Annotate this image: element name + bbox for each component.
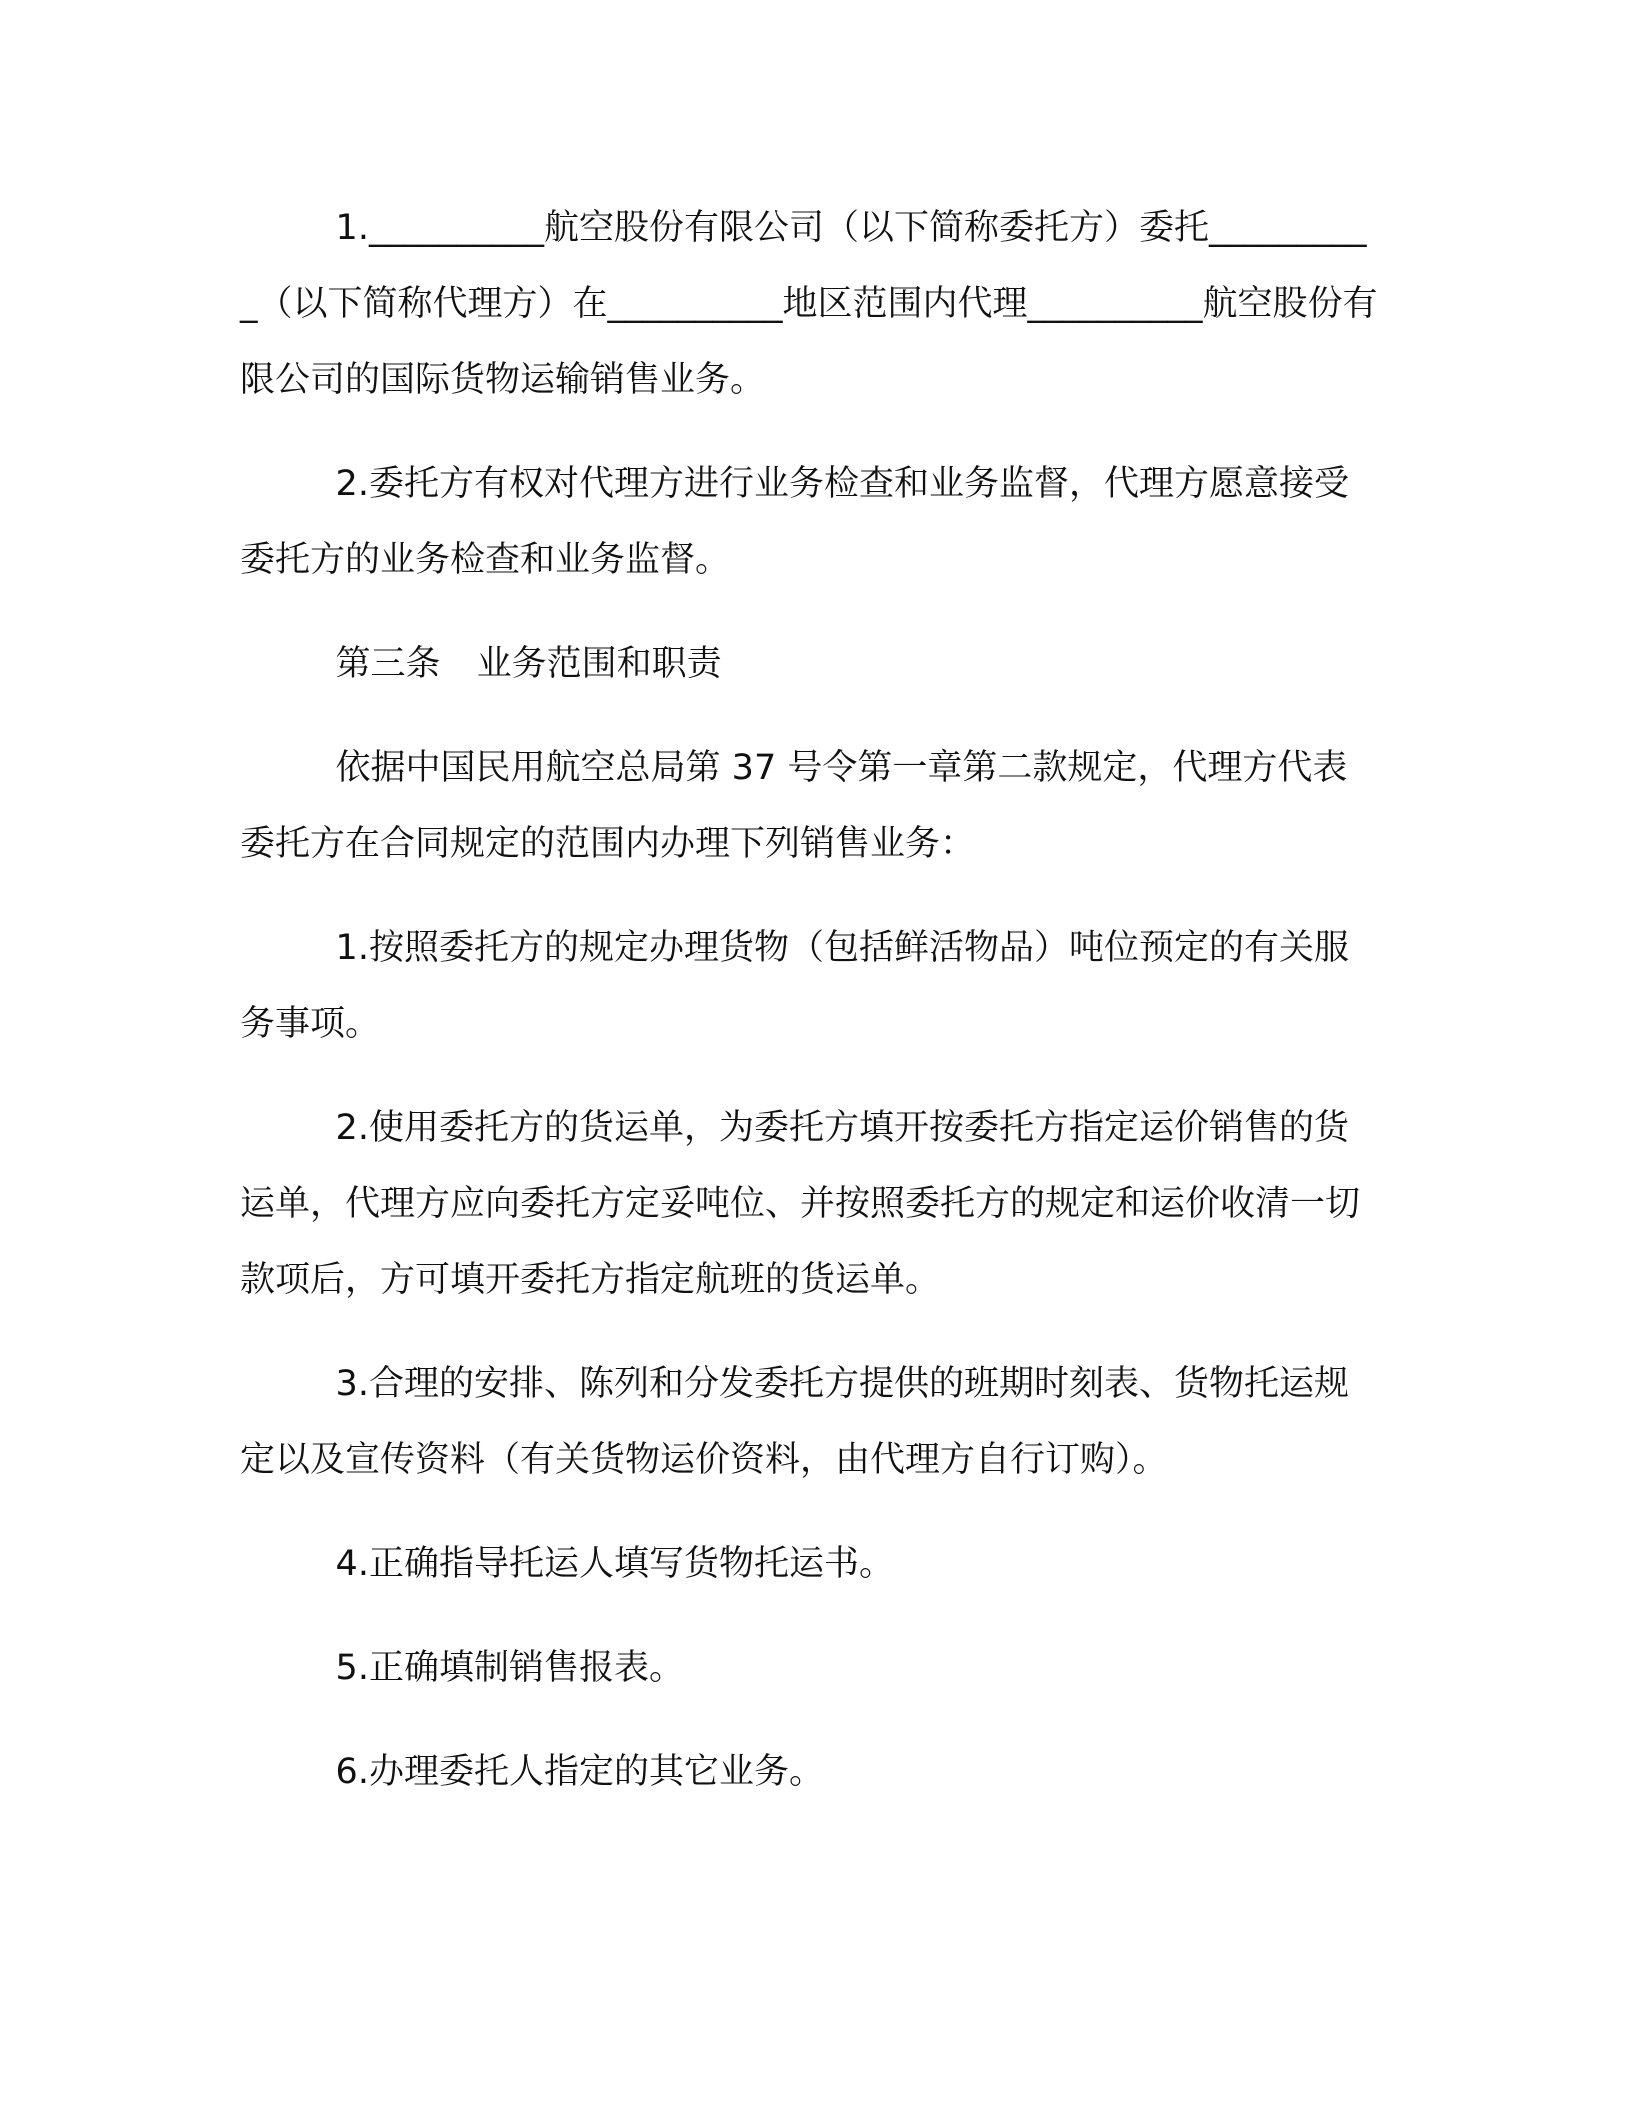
list-item: 5.正确填制销售报表。 [335, 1648, 684, 1688]
section-intro: 依据中国民用航空总局第 37 号令第一章第二款规定，代理方代表委托方在合同规定的范围内办理下列销售业务： [240, 748, 1348, 864]
section-number: 第三条 [335, 644, 441, 684]
list-item: 3.合理的安排、陈列和分发委托方提供的班期时刻表、货物托运规定以及宣传资料（有关货物运价资料，由代理方自行订购）。 [240, 1364, 1349, 1480]
list-item: 1.按照委托方的规定办理货物（包括鲜活物品）吨位预定的有关服务事项。 [240, 928, 1349, 1044]
list-item: 4.正确指导托运人填写货物托运书。 [335, 1544, 894, 1584]
clause-paragraph-1: 1.__________航空股份有限公司（以下简称委托方）委托__________（以下简称代理方）在__________地区范围内代理__________航空股份有限公司的国际货物运输销售业务。 [240, 208, 1378, 400]
document-body [240, 190, 1380, 1838]
section-title: 业务范围和职责 [476, 644, 722, 684]
clause-paragraph-2: 2.委托方有权对代理方进行业务检查和业务监督，代理方愿意接受委托方的业务检查和业务监督。 [240, 464, 1349, 580]
section-heading [240, 626, 1380, 702]
list-item: 6.办理委托人指定的其它业务。 [335, 1752, 824, 1792]
list-item: 2.使用委托方的货运单，为委托方填开按委托方指定运价销售的货运单，代理方应向委托方定妥吨位、并按照委托方的规定和运价收清一切款项后，方可填开委托方指定航班的货运单。 [240, 1108, 1361, 1300]
